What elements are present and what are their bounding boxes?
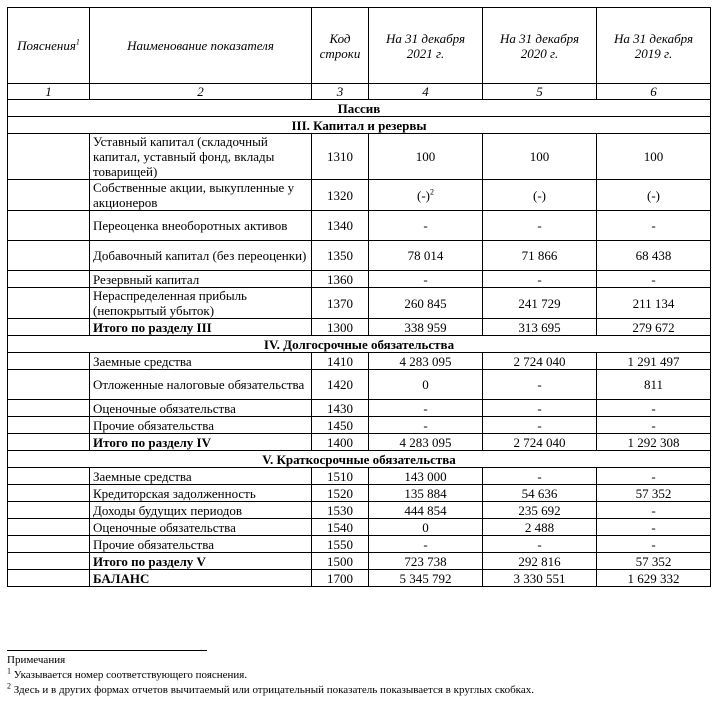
value-2021-cell: -	[369, 536, 483, 553]
value-2021-cell: 5 345 792	[369, 570, 483, 587]
indicator-name-cell: Кредиторская задолженность	[90, 485, 312, 502]
value-2021-cell: -	[369, 211, 483, 241]
value-2019-cell: 279 672	[597, 319, 711, 336]
notes-cell	[8, 553, 90, 570]
value-2019-cell: -	[597, 502, 711, 519]
notes-cell	[8, 271, 90, 288]
value-2019-cell: 1 292 308	[597, 434, 711, 451]
line-code-cell: 1450	[312, 417, 369, 434]
line-code-cell: 1340	[312, 211, 369, 241]
notes-cell	[8, 241, 90, 271]
indicator-name-cell: Заемные средства	[90, 353, 312, 370]
value-2019-cell: (-)	[597, 180, 711, 211]
footnote-2: $^2$ Здесь и в других формах отчетов вычитаемый или отрицательный показатель показывается в круглых скобках.	[7, 681, 534, 696]
line-code-cell: 1320	[312, 180, 369, 211]
value-2020-cell: 241 729	[483, 288, 597, 319]
value-2019-cell: -	[597, 417, 711, 434]
notes-cell	[8, 485, 90, 502]
notes-cell	[8, 211, 90, 241]
notes-cell	[8, 536, 90, 553]
value-2021-cell: 100	[369, 134, 483, 180]
value-2019-cell: 211 134	[597, 288, 711, 319]
line-code-cell: 1300	[312, 319, 369, 336]
notes-cell	[8, 502, 90, 519]
table-row	[8, 370, 711, 400]
section-header-row	[8, 336, 711, 353]
value-2019-cell: 68 438	[597, 241, 711, 271]
column-number: 4	[369, 84, 483, 100]
value-2019-cell: -	[597, 211, 711, 241]
table-row	[8, 502, 711, 519]
header-indicator-name: Наименование показателя	[90, 8, 312, 84]
table-row	[8, 134, 711, 180]
indicator-name-cell: Нераспределенная прибыль (непокрытый убыток)	[90, 288, 312, 319]
value-2019-cell: 1 291 497	[597, 353, 711, 370]
value-2020-cell: (-)	[483, 180, 597, 211]
value-2019-cell: -	[597, 536, 711, 553]
value-2020-cell: -	[483, 271, 597, 288]
line-code-cell: 1360	[312, 271, 369, 288]
table-row	[8, 180, 711, 211]
value-2020-cell: 54 636	[483, 485, 597, 502]
indicator-name-cell: Итого по разделу V	[90, 553, 312, 570]
table-row	[8, 519, 711, 536]
value-2021-cell: $(-)^2$	[369, 180, 483, 211]
line-code-cell: 1430	[312, 400, 369, 417]
line-code-cell: 1700	[312, 570, 369, 587]
indicator-name-cell: БАЛАНС	[90, 570, 312, 587]
value-2020-cell: 71 866	[483, 241, 597, 271]
table-row	[8, 288, 711, 319]
value-2019-cell: -	[597, 400, 711, 417]
table-row	[8, 241, 711, 271]
notes-cell	[8, 519, 90, 536]
indicator-name-cell: Доходы будущих периодов	[90, 502, 312, 519]
value-2020-cell: 100	[483, 134, 597, 180]
indicator-name-cell: Собственные акции, выкупленные у акционеров	[90, 180, 312, 211]
header-2020: На 31 декабря 2020 г.	[483, 8, 597, 84]
table-row	[8, 417, 711, 434]
table-row	[8, 271, 711, 288]
section-header-row	[8, 451, 711, 468]
table-row	[8, 400, 711, 417]
line-code-cell: 1400	[312, 434, 369, 451]
section-title: V. Краткосрочные обязательства	[8, 451, 711, 468]
notes-cell	[8, 134, 90, 180]
value-2020-cell: 3 330 551	[483, 570, 597, 587]
line-code-cell: 1500	[312, 553, 369, 570]
value-2021-cell: -	[369, 400, 483, 417]
indicator-name-cell: Итого по разделу IV	[90, 434, 312, 451]
footnote-1: $^1$ Указывается номер соответствующего пояснения.	[7, 666, 248, 681]
notes-cell	[8, 434, 90, 451]
footnotes-title: Примечания	[7, 654, 66, 666]
value-2020-cell: 292 816	[483, 553, 597, 570]
section-title: IV. Долгосрочные обязательства	[8, 336, 711, 353]
notes-cell	[8, 288, 90, 319]
value-2021-cell: 338 959	[369, 319, 483, 336]
value-2019-cell: 57 352	[597, 553, 711, 570]
indicator-name-cell: Отложенные налоговые обязательства	[90, 370, 312, 400]
table-row	[8, 485, 711, 502]
column-number: 2	[90, 84, 312, 100]
value-2021-cell: 444 854	[369, 502, 483, 519]
line-code-cell: 1310	[312, 134, 369, 180]
value-2019-cell: -	[597, 519, 711, 536]
header-2021: На 31 декабря 2021 г.	[369, 8, 483, 84]
value-2021-cell: 260 845	[369, 288, 483, 319]
column-number: 6	[597, 84, 711, 100]
line-code-cell: 1550	[312, 536, 369, 553]
table-row	[8, 353, 711, 370]
value-2020-cell: 2 724 040	[483, 434, 597, 451]
header-notes: Пояснения$^1$	[8, 8, 90, 84]
value-2020-cell: 235 692	[483, 502, 597, 519]
indicator-name-cell: Итого по разделу III	[90, 319, 312, 336]
notes-cell	[8, 353, 90, 370]
indicator-name-cell: Добавочный капитал (без переоценки)	[90, 241, 312, 271]
value-2021-cell: 0	[369, 370, 483, 400]
header-line-code: Код строки	[312, 8, 369, 84]
balance-sheet-table	[7, 7, 711, 587]
value-2019-cell: 57 352	[597, 485, 711, 502]
table-row	[8, 211, 711, 241]
indicator-name-cell: Прочие обязательства	[90, 417, 312, 434]
footnotes	[7, 650, 710, 698]
value-2021-cell: 0	[369, 519, 483, 536]
footnote-divider	[7, 650, 207, 651]
value-2021-cell: 4 283 095	[369, 353, 483, 370]
value-2019-cell: 100	[597, 134, 711, 180]
notes-cell	[8, 570, 90, 587]
table-row	[8, 434, 711, 451]
table-row	[8, 468, 711, 485]
table-row	[8, 319, 711, 336]
table-row	[8, 570, 711, 587]
table-row	[8, 536, 711, 553]
indicator-name-cell: Переоценка внеоборотных активов	[90, 211, 312, 241]
value-2020-cell: 2 724 040	[483, 353, 597, 370]
indicator-name-cell: Оценочные обязательства	[90, 400, 312, 417]
indicator-name-cell: Заемные средства	[90, 468, 312, 485]
line-code-cell: 1410	[312, 353, 369, 370]
value-2020-cell: -	[483, 417, 597, 434]
value-2021-cell: -	[369, 271, 483, 288]
liabilities-title: Пассив	[8, 100, 711, 117]
line-code-cell: 1530	[312, 502, 369, 519]
value-2021-cell: 135 884	[369, 485, 483, 502]
value-2020-cell: 2 488	[483, 519, 597, 536]
section-title: III. Капитал и резервы	[8, 117, 711, 134]
table-row	[8, 553, 711, 570]
value-2019-cell: -	[597, 271, 711, 288]
header-row	[8, 8, 711, 84]
value-2021-cell: 4 283 095	[369, 434, 483, 451]
indicator-name-cell: Прочие обязательства	[90, 536, 312, 553]
value-2020-cell: -	[483, 370, 597, 400]
value-2020-cell: 313 695	[483, 319, 597, 336]
notes-cell	[8, 370, 90, 400]
value-2020-cell: -	[483, 468, 597, 485]
value-2021-cell: 78 014	[369, 241, 483, 271]
liabilities-title-row	[8, 100, 711, 117]
column-number: 3	[312, 84, 369, 100]
value-2020-cell: -	[483, 400, 597, 417]
notes-cell	[8, 400, 90, 417]
section-header-row	[8, 117, 711, 134]
header-2019: На 31 декабря 2019 г.	[597, 8, 711, 84]
column-number-row	[8, 84, 711, 100]
indicator-name-cell: Резервный капитал	[90, 271, 312, 288]
column-number: 5	[483, 84, 597, 100]
value-2020-cell: -	[483, 211, 597, 241]
value-2019-cell: -	[597, 468, 711, 485]
column-number: 1	[8, 84, 90, 100]
line-code-cell: 1540	[312, 519, 369, 536]
value-2019-cell: 811	[597, 370, 711, 400]
value-2019-cell: 1 629 332	[597, 570, 711, 587]
notes-cell	[8, 180, 90, 211]
value-2021-cell: 143 000	[369, 468, 483, 485]
line-code-cell: 1370	[312, 288, 369, 319]
table-body	[8, 100, 711, 587]
notes-cell	[8, 417, 90, 434]
line-code-cell: 1350	[312, 241, 369, 271]
line-code-cell: 1510	[312, 468, 369, 485]
line-code-cell: 1420	[312, 370, 369, 400]
indicator-name-cell: Оценочные обязательства	[90, 519, 312, 536]
value-2021-cell: 723 738	[369, 553, 483, 570]
indicator-name-cell: Уставный капитал (складочный капитал, уставный фонд, вклады товарищей)	[90, 134, 312, 180]
value-2020-cell: -	[483, 536, 597, 553]
notes-cell	[8, 468, 90, 485]
value-2021-cell: -	[369, 417, 483, 434]
notes-cell	[8, 319, 90, 336]
line-code-cell: 1520	[312, 485, 369, 502]
